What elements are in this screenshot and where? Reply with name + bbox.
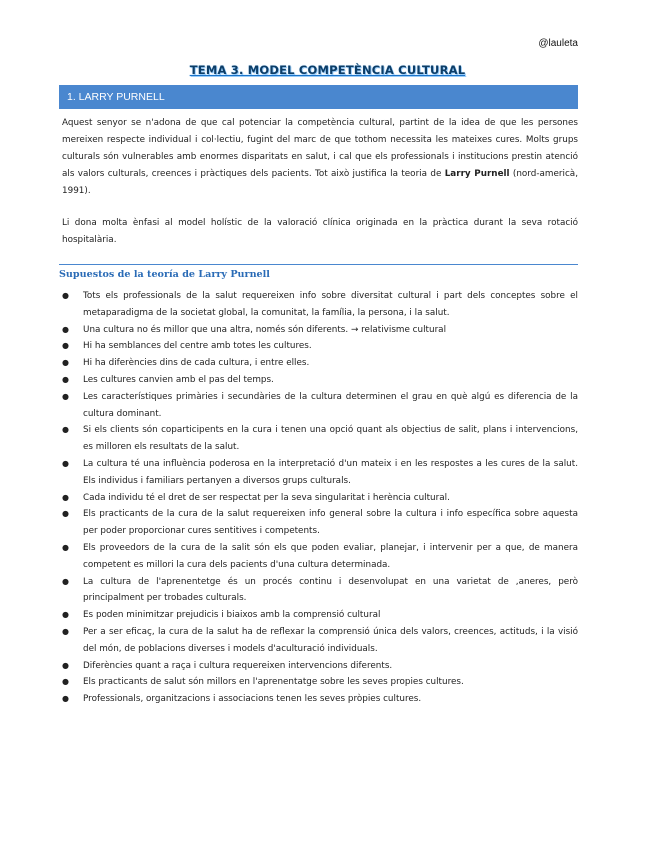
list-item	[62, 574, 578, 608]
list-item	[62, 624, 578, 658]
list-item	[62, 288, 578, 322]
list-item-text: Les cultures canvien amb el pas del temps.	[83, 374, 274, 385]
bullet-icon: ●	[62, 509, 69, 519]
list-item-text: Es poden minimitzar prejudicis i biaixos amb la comprensió cultural	[83, 610, 381, 621]
list-item	[62, 540, 578, 574]
theorist-name: Larry Purnell	[444, 169, 510, 179]
intro-text: Aquest senyor se n'adona de que cal potenciar la competència cultural, partint de la idea de que les persones mereixen respecte individual i col·lectiu, fugint del marc de que tothom necessita les mateixes cures. Molts grups culturals són vulnerables amb enormes disparitats en salut, i cal que els professionals i institucions prestin atenció als valors culturals, creences i pràctiques dels pacients. Tot això justifica la teoria de	[62, 118, 578, 179]
bullet-icon: ●	[62, 374, 69, 384]
list-item-text: Si els clients són coparticipents en la cura i tenen una opció quant als objectius de salit, plans i intervencions, es milloren els resultats de la salut.	[83, 425, 578, 453]
bullet-icon: ●	[62, 458, 69, 468]
bullet-icon: ●	[62, 492, 69, 502]
list-item-text: Per a ser eficaç, la cura de la salut ha de reflexar la comprensió única dels valors, creences, actituds, i la visió del món, de poblacions diverses i models d'aculturació individuals.	[83, 626, 578, 654]
intro-paragraph-2: Li dona molta ènfasi al model holístic de la valoració clínica originada en la pràctica durant la seva rotació hospitalària.	[62, 218, 578, 245]
list-item-text: Els practicants de la cura de la salut requereixen info general sobre la cultura i info específica sobre aquesta per poder proporcionar cures sentitives i competents.	[83, 509, 578, 537]
intro-paragraph-1	[62, 115, 578, 200]
list-item-text: Professionals, organitzacions i associacions tenen les seves pròpies cultures.	[83, 694, 422, 705]
bullet-icon: ●	[62, 341, 69, 351]
list-item	[62, 607, 578, 624]
list-item	[62, 372, 578, 389]
assumptions-heading: Supuestos de la teoría de Larry Purnell	[59, 264, 578, 280]
page-title: TEMA 3. MODEL COMPETÈNCIA CULTURAL	[189, 63, 466, 77]
list-item	[62, 674, 578, 691]
bullet-icon: ●	[62, 324, 69, 334]
bullet-icon: ●	[62, 677, 69, 687]
list-item	[62, 490, 578, 507]
list-item-text: La cultura té una influència poderosa en la interpretació d'un mateix i en les respostes a les cures de la salut. Els individus i familiars pertanyen a diversos grups culturals.	[83, 458, 578, 486]
list-item	[62, 691, 578, 708]
list-item-text: Diferències quant a raça i cultura requereixen intervencions diferents.	[83, 660, 393, 671]
list-item-text: Els practicants de salut són millors en l'aprenentatge sobre les seves propies cultures.	[83, 677, 464, 688]
list-item-text: Hi ha diferències dins de cada cultura, i entre elles.	[83, 358, 310, 369]
author-handle: @lauleta	[538, 38, 578, 49]
list-item-text: Tots els professionals de la salut requereixen info sobre diversitat cultural i part dels conceptes sobre el metaparadigma de la societat global, la comunitat, la família, la persona, i la salut.	[83, 291, 578, 318]
list-item	[62, 355, 578, 372]
list-item	[62, 456, 578, 490]
bullet-icon: ●	[62, 542, 69, 552]
bullet-icon: ●	[62, 291, 69, 300]
list-item-text: La cultura de l'aprenentetge és un procés continu i desenvolupat en una varietat de ,aneres, però principalment per trobades culturals.	[83, 576, 578, 604]
bullet-icon: ●	[62, 694, 69, 704]
bullet-icon: ●	[62, 610, 69, 620]
section-header-bar	[59, 85, 578, 109]
list-item-text: Cada individu té el dret de ser respectat per la seva singularitat i herència cultural.	[83, 492, 450, 503]
bullet-icon: ●	[62, 425, 69, 435]
list-item-text: Hi ha semblances del centre amb totes les cultures.	[83, 341, 312, 352]
list-item-text: Les característiques primàries i secundàries de la cultura determinen el grau en què algú es diferencia de la cultura dominant.	[83, 391, 578, 419]
list-item	[62, 338, 578, 355]
list-item	[62, 658, 578, 675]
bullet-icon: ●	[62, 626, 69, 636]
bullet-icon: ●	[62, 391, 69, 401]
list-item	[62, 389, 578, 423]
assumptions-list	[62, 288, 578, 708]
list-item-text: Els proveedors de la cura de la salit són els que poden evaliar, planejar, i intervenir per a que, de manera competent es millori la cura dels pacients d'una cultura determinada.	[83, 542, 578, 570]
bullet-icon: ●	[62, 358, 69, 368]
bullet-icon: ●	[62, 660, 69, 670]
list-item	[62, 422, 578, 456]
list-item	[62, 506, 578, 540]
section-title: 1. LARRY PURNELL	[67, 91, 165, 103]
list-item	[62, 322, 578, 339]
bullet-icon: ●	[62, 576, 69, 586]
list-item-text: Una cultura no és millor que una altra, només són diferents. → relativisme cultural	[83, 324, 447, 335]
intro-text-end: (nord-americà, 1991).	[62, 169, 578, 196]
